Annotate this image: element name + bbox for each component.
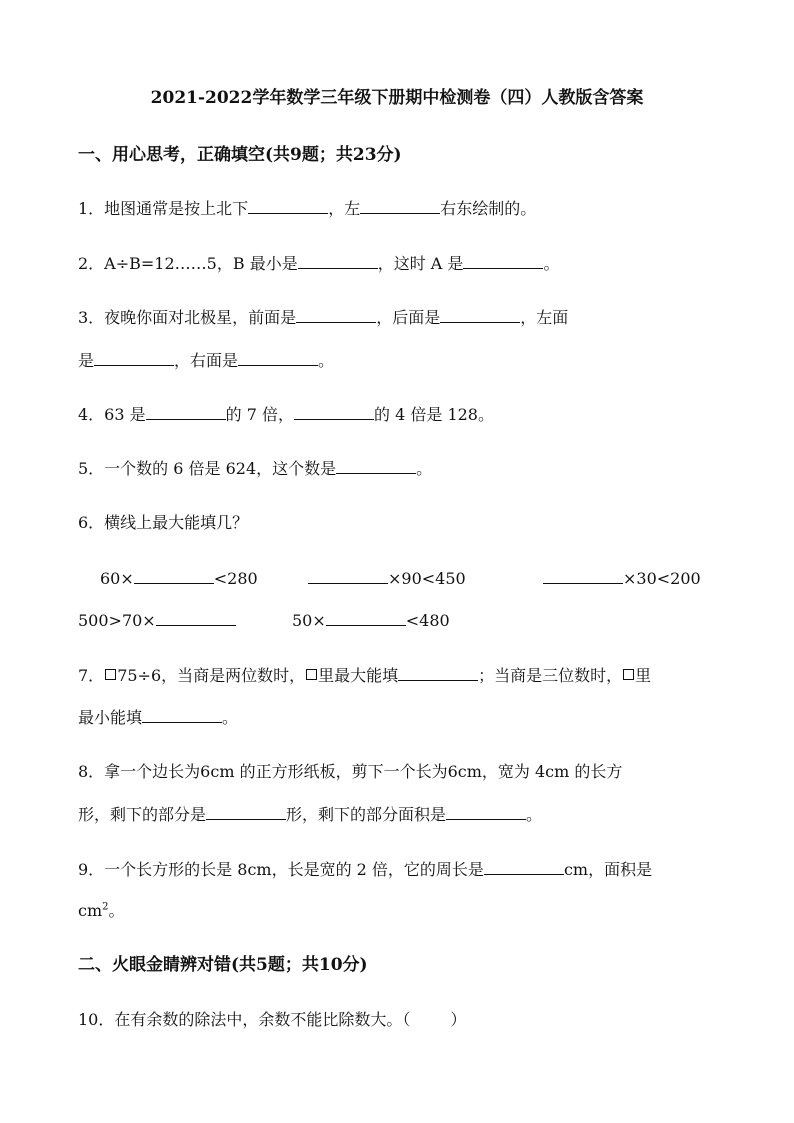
square-box-icon xyxy=(306,669,317,680)
answer-blank[interactable] xyxy=(298,253,378,269)
q4-text-a: 4．63 是 xyxy=(78,405,146,424)
question-1 xyxy=(78,198,536,219)
q3-text-f: 。 xyxy=(318,351,335,370)
question-6-stem: 6．横线上最大能填几？ xyxy=(78,513,249,532)
answer-blank[interactable] xyxy=(142,707,222,723)
answer-blank[interactable] xyxy=(248,198,328,214)
answer-blank[interactable] xyxy=(326,610,406,626)
answer-blank[interactable] xyxy=(134,568,214,584)
q1-text-a: 1．地图通常是按上北下 xyxy=(78,199,249,218)
question-7-line-1 xyxy=(78,665,651,686)
question-3-line-1 xyxy=(78,307,568,328)
answer-blank[interactable] xyxy=(156,610,236,626)
question-10 xyxy=(78,1010,466,1030)
q8-text-b: 形，剩下的部分是 xyxy=(78,805,207,824)
q10-text-b: ） xyxy=(450,1010,467,1029)
q5-text-a: 5．一个数的 6 倍是 624，这个数是 xyxy=(78,459,337,478)
section-2-heading: 二、火眼金睛辨对错(共5题；共10分) xyxy=(78,955,368,975)
q6-expression-2 xyxy=(308,568,466,589)
q4-text-c: 的 4 倍是 128。 xyxy=(374,405,494,424)
answer-blank[interactable] xyxy=(146,404,226,420)
q6-expression-3 xyxy=(543,568,701,589)
section-1-heading: 一、用心思考，正确填空(共9题；共23分) xyxy=(78,145,402,165)
square-box-icon xyxy=(105,669,116,680)
question-7-line-2 xyxy=(78,707,238,728)
answer-blank[interactable] xyxy=(446,804,526,820)
q1-text-c: 右东绘制的。 xyxy=(440,199,537,218)
question-9-line-1 xyxy=(78,859,652,880)
question-5 xyxy=(78,458,432,479)
answer-blank[interactable] xyxy=(294,404,374,420)
q7-text-c: 里最大能填 xyxy=(318,666,399,685)
q6-e5-a: 50× xyxy=(292,611,326,630)
q7-text-b: 75÷6，当商是两位数时， xyxy=(117,666,306,685)
answer-blank[interactable] xyxy=(543,568,623,584)
answer-blank[interactable] xyxy=(206,804,286,820)
q5-text-b: 。 xyxy=(416,459,433,478)
answer-blank[interactable] xyxy=(336,458,416,474)
q6-e2-b: ×90<450 xyxy=(388,569,466,588)
q10-text-a: 10．在有余数的除法中，余数不能比除数大。（ xyxy=(78,1010,411,1029)
q7-text-d: ；当商是三位数时， xyxy=(478,666,623,685)
answer-blank[interactable] xyxy=(463,253,543,269)
q8-text-c: 形，剩下的部分面积是 xyxy=(286,805,447,824)
q6-e3-b: ×30<200 xyxy=(623,569,701,588)
q6-expression-5 xyxy=(292,610,450,631)
answer-blank[interactable] xyxy=(238,350,318,366)
q3-text-a: 3．夜晚你面对北极星，前面是 xyxy=(78,308,297,327)
q6-e1-a: 60× xyxy=(100,569,134,588)
q9-text-a: 9．一个长方形的长是 8cm，长是宽的 2 倍，它的周长是 xyxy=(78,860,484,879)
q7-text-e: 里 xyxy=(635,666,652,685)
q9-superscript: 2 xyxy=(102,901,109,913)
q1-text-b: ，左 xyxy=(328,199,361,218)
q6-e1-b: <280 xyxy=(213,569,258,588)
answer-blank[interactable] xyxy=(440,307,520,323)
answer-blank[interactable] xyxy=(308,568,388,584)
q7-text-f: 最小能填 xyxy=(78,708,143,727)
question-8-line-2 xyxy=(78,804,542,825)
question-8-line-1: 8．拿一个边长为6cm 的正方形纸板，剪下一个长为6cm，宽为 4cm 的长方 xyxy=(78,762,623,781)
q6-e4-a: 500>70× xyxy=(78,611,156,630)
answer-blank[interactable] xyxy=(398,665,478,681)
answer-blank[interactable] xyxy=(484,859,564,875)
q9-text-c: cm xyxy=(78,901,103,920)
q2-text-c: 。 xyxy=(543,254,560,273)
answer-blank[interactable] xyxy=(296,307,376,323)
q9-text-e: 。 xyxy=(108,901,125,920)
answer-blank[interactable] xyxy=(94,350,174,366)
q2-text-b: ，这时 A 是 xyxy=(377,254,464,273)
question-4 xyxy=(78,404,494,425)
question-3-line-2 xyxy=(78,350,334,371)
q8-text-d: 。 xyxy=(526,805,543,824)
q6-expression-1 xyxy=(100,568,258,589)
q3-text-e: ，右面是 xyxy=(174,351,239,370)
question-2 xyxy=(78,253,559,274)
answer-blank[interactable] xyxy=(360,198,440,214)
q4-text-b: 的 7 倍， xyxy=(225,405,294,424)
q3-text-c: ，左面 xyxy=(520,308,569,327)
q6-e5-b: <480 xyxy=(405,611,450,630)
q7-text-a: 7． xyxy=(78,666,105,685)
square-box-icon xyxy=(623,669,634,680)
q3-text-b: ，后面是 xyxy=(376,308,441,327)
question-9-line-2 xyxy=(78,901,125,921)
q6-expression-4 xyxy=(78,610,236,631)
q3-text-d: 是 xyxy=(78,351,95,370)
q7-text-g: 。 xyxy=(222,708,239,727)
page-title: 2021-2022学年数学三年级下册期中检测卷（四）人教版含答案 xyxy=(150,88,644,108)
q2-text-a: 2．A÷B=12……5，B 最小是 xyxy=(78,254,298,273)
q9-text-b: cm，面积是 xyxy=(563,860,653,879)
